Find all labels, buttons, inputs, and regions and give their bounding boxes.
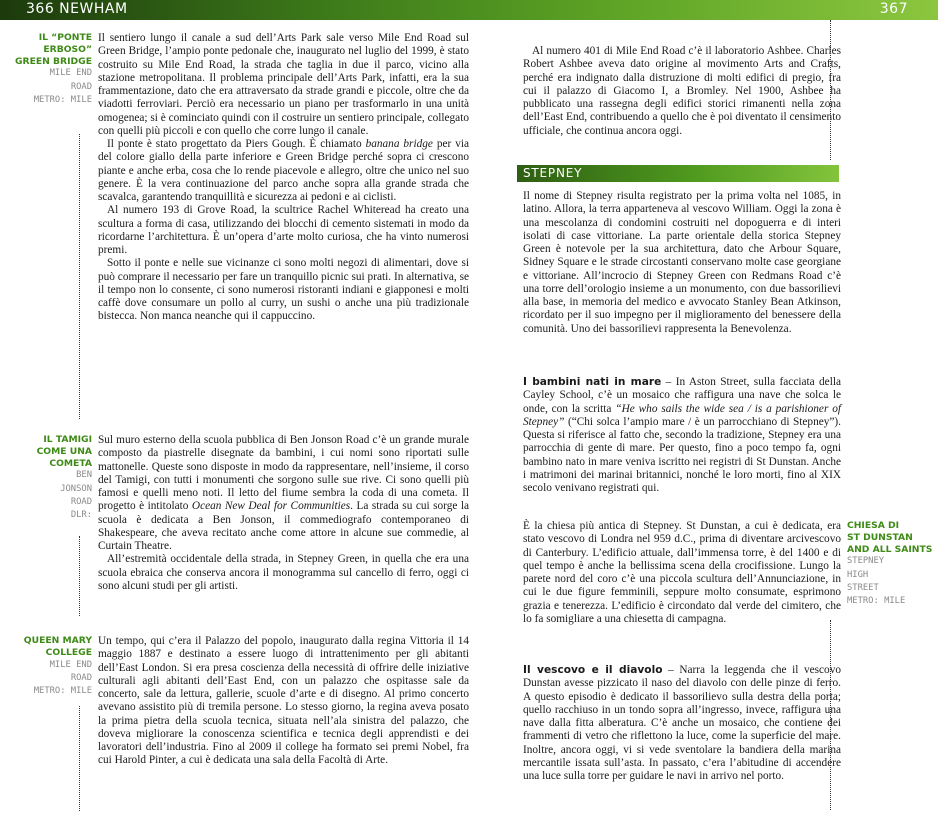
sidebar-queen-mary — [0, 635, 92, 698]
section-divider-dots — [79, 706, 80, 811]
paragraph: Sul muro esterno della scuola pubblica di Ben Jonson Road c’è un grande murale composto da piastrelle disegnate da bambini, i cui nomi sono riportati sulle mattonelle. Queste sono disposte in modo da rappresentare, nell’insieme, il corso del Tamigi, con tutti i monumenti che sorgono sulle sue rive. Ci sono quelli più famosi e quelli meno noti. Il letto del fiume sembra la coda di una cometa. Il progetto è intitolato Ocean New Deal for Communities. La strada su cui sorge la scuola è dedicata a Ben Jonson, il commediografo contemporaneo di Shakespeare, che aveva recitato anche come attore in alcune sue commedie, al Curtain Theatre. — [98, 434, 470, 552]
sidebar-title-line: COLLEGE — [45, 646, 92, 658]
vescovo-box — [523, 664, 841, 783]
sidebar-st-dunstan — [847, 520, 938, 608]
paragraph: Il nome di Stepney risulta registrato per la prima volta nel 1085, in latino. Allora, la terra apparteneva al vescovo William. Oggi la zona è una mescolanza di condomini costruiti nel dopoguerra e di interi isolati di case vittoriane. La parte orientale della storica Stepney Green è notevole per la sua architettura, dato che Arbour Square, Sidney Square e le strade circostanti conservano molte case georgiane e vittoriane. All’incrocio di Stepney Green con Redmans Road c’è una torre dell’orologio insieme a un monumento, con due bassorilievi alla base, in memoria del medico e avvocato Stanley Bean Atkinson, ricordato per il suo impegno per il miglioramento del benessere della comunità. Uno dei bassorilievi rappresenta la Benevolenza. — [523, 190, 841, 335]
sidebar-address-line: METRO: MILE — [33, 94, 92, 105]
sidebar-address-line: ROAD — [70, 81, 92, 92]
paragraph: Il ponte è stato progettato da Piers Gough. È chiamato banana bridge per via del colore giallo della parte inferiore e Green Bridge perché sopra ci crescono piante e anche erba, cosa che lo rende piacevole e allegro, oltre che unico nel suo genere. È la vera continuazione del parco anche sopra alla grande strada che scavalca, garantendo tranquillità e sicurezza ai pedoni e ai ciclisti. — [98, 138, 469, 203]
sidebar-address-line: STREET — [847, 582, 879, 593]
sidebar-address-line: METRO: MILE — [33, 686, 92, 696]
sidebar-title-line: QUEEN MARY — [23, 635, 92, 646]
section-divider-dots — [830, 20, 831, 160]
sidebar-address-line: ROAD — [70, 672, 92, 683]
sidebar-title-line: ERBOSO” — [43, 43, 92, 55]
sidebar-address-line: JONSON — [60, 483, 92, 494]
sidebar-address-line: BEN — [76, 470, 92, 481]
stepney-intro — [523, 190, 841, 336]
paragraph: Al numero 401 di Mile End Road c’è il laboratorio Ashbee. Charles Robert Ashbee aveva dato origine al movimento Arts and Crafts, perché era indignato dalla distruzione di molti edifici di pregio, fra cui il palazzo di Giacomo I, a Bromley. Nel 1900, Ashbee ha pubblicato una rassegna degli edifici storici rimanenti nella zona dell’East End, contribuendo a quello che è poi diventato il censimento ufficiale, che continua ancora oggi. — [523, 45, 841, 137]
sidebar-title-line: ST DUNSTAN — [847, 531, 913, 543]
sidebar-address-line: ROAD — [70, 496, 92, 507]
section-header-stepney — [517, 165, 839, 182]
paragraph: Sotto il ponte e nelle sue vicinanze ci sono molti negozi di alimentari, dove si può comprare il necessario per fare un tranquillo picnic sui prati. In alternativa, se il tempo non lo consente, ci sono numerosi ristoranti indiani e giapponesi e molti caffè dove consumare un pollo al curry, un sushi o anche una più tradizionale bistecca. Non manca neanche qui il cappuccino. — [98, 257, 469, 323]
paragraph: Il vescovo e il diavolo – Narra la leggenda che il vescovo Dunstan avesse pizzicato il naso del diavolo con delle pinze di ferro. A questo episodio è dedicato il bassorilievo sulla destra della porta; quello racchiuso in un tondo sopra all’ingresso, invece, raffigura una nave dalla fitta alberatura. C’è anche un mosaico, che contiene dei frammenti di vetro che riflettono la luce, come la superficie del mare. Inoltre, ancora oggi, vi si vede sventolare la bandiera della marina mercantile issata sull’asta. In passato, c’era l’abitudine di accendere una luce sulla torre per guidare le navi in arrivo nel porto. — [523, 664, 841, 782]
sidebar-address-line: DLR: — [70, 510, 92, 520]
sidebar-address-line: MILE END — [49, 68, 92, 79]
paragraph: All’estremità occidentale della strada, in Stepney Green, in quella che era una scuola ebraica che conserva ancora il monogramma sul cancello di ferro, oggi ci sono alcuni studi per gli artisti. — [98, 553, 469, 592]
sidebar-title-line: AND ALL SAINTS — [847, 543, 933, 555]
sidebar-tamigi — [0, 434, 92, 522]
paragraph: Il sentiero lungo il canale a sud dell’Arts Park sale verso Mile End Road sul Green Bridge, l’ampio ponte pedonale che, inaugurato nel luglio del 1999, è stato costruito su Mile End Road, la strada che taglia in due il parco, vicino alla stazione metropolitana. Il problema principale dell’Arts Park, infatti, era la sua frammentazione, dato che era attraversato da strade grandi e piccole, oltre che da viadotti ferroviari. Perciò era necessario un piano per trasformarlo in una unità omogenea; si è cominciato quindi con il costruire un sentiero principale, collegato con quelli più piccoli e con quello che corre lungo il canale. — [98, 32, 469, 137]
right-page-number: 367 — [879, 1, 908, 17]
sidebar-address-line: HIGH — [847, 569, 869, 580]
left-page-number: 366 NEWHAM — [26, 1, 128, 17]
sidebar-title-line: COME UNA — [36, 445, 92, 457]
section-title: STEPNEY — [523, 166, 583, 180]
section-divider-dots — [79, 536, 80, 616]
sidebar-address-line: STEPNEY — [847, 556, 885, 567]
sidebar-title-line: COMETA — [49, 457, 92, 469]
st-dunstan-text — [523, 520, 841, 626]
queen-mary-text — [98, 635, 469, 768]
paragraph: Al numero 193 di Grove Road, la scultrice Rachel Whiteread ha creato una scultura a forma di casa, utilizzando dei blocchi di cemento sistemati in modo da ricordarne l’architettura. È un’opera d’arte molto curiosa, che ha vinto numerosi premi. — [98, 204, 469, 256]
sidebar-title-line: CHIESA DI — [847, 520, 900, 531]
sidebar-title-line: GREEN BRIDGE — [15, 55, 92, 67]
bambini-box — [523, 376, 841, 495]
sidebar-green-bridge — [0, 32, 92, 107]
sidebar-title-line: IL “PONTE — [38, 32, 92, 43]
running-header — [0, 0, 938, 20]
paragraph: Un tempo, qui c’era il Palazzo del popolo, inaugurato dalla regina Vittoria il 14 maggio 1887 e destinato a essere luogo di intrattenimento per gli abitanti dell’East London. Si era presa coscienza della necessità di offrire delle iniziative culturali agli abitanti dell’East End, con un palazzo che ospitasse sale da concerto, sale da lettura, gallerie, scuole d’arte e di disegno. Al primo concerto avevano assistito più di tremila persone. Lo stesso giorno, la regina aveva posato la prima pietra della scuola tecnica, situata nell’ala sinistra del palazzo, che doveva migliorare la conoscenza scientifica e tecnica degli apprendisti e dei lavoratori dell’industria. Fino al 2009 il college ha formato sei premi Nobel, fra cui Harold Pinter, a cui è dedicata una sala della Facoltà di Arte. — [98, 635, 469, 767]
ashbee-text — [523, 45, 841, 138]
paragraph: I bambini nati in mare – In Aston Street, sulla facciata della Cayley School, c’è un mosaico che raffigura una nave che solca le onde, con la scritta “He who sails the wide sea / is a parishioner of Stepney” (“Chi solca l’ampio mare / è un parrocchiano di Stepney”). Questa si riferisce al fatto che, secondo la tradizione, Stepney era una parrocchia di gente di mare. Per questo, fino a poco tempo fa, ogni bambino nato in mare veniva iscritto nei registri di St Dunstan. Anche i matrimoni dei marinai britannici, nonché le loro morti, fino al XIX secolo venivano registrati qui. — [523, 376, 841, 494]
tamigi-text — [98, 434, 469, 593]
green-bridge-text — [98, 32, 469, 324]
sidebar-title-line: IL TAMIGI — [43, 434, 92, 445]
sidebar-address-line: METRO: MILE — [847, 596, 906, 606]
section-divider-dots — [79, 134, 80, 419]
sidebar-address-line: MILE END — [49, 659, 92, 670]
paragraph: È la chiesa più antica di Stepney. St Dunstan, a cui è dedicata, era stato vescovo di Londra nel 959 d.C., prima di diventare arcivescovo di Canterbury. L’edificio attuale, dall’immensa torre, è del 1400 e di quel tempo è anche la bellissima scena della crocifissione. Lungo la parete nord del coro c’è una piccola scultura dell’Annunciazione, in cui le due figure femminili, seppure molto consumate, esprimono grazia e tenerezza. L’edificio è circondato dal verde del cimitero, che lo fa somigliare a una chiesetta di campagna. — [523, 520, 841, 625]
